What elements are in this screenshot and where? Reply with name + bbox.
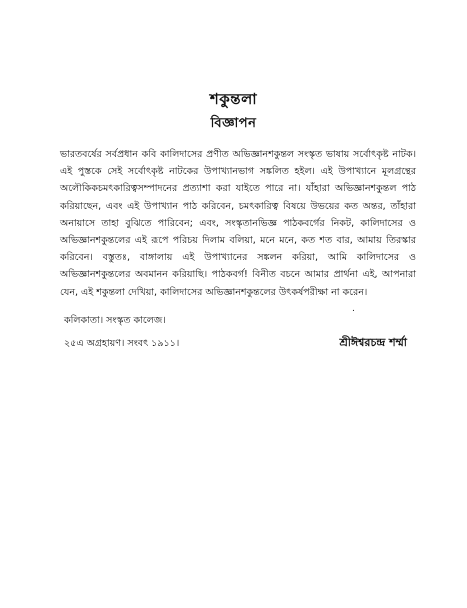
document-title: শকুন্তলা (209, 90, 258, 108)
place-line: কলিকাতা। সংস্কৃত কালেজ। (64, 315, 166, 326)
separator-dot: . (352, 304, 355, 314)
date-line: ২৫এ অগ্রহায়ণ। সংবৎ ১৯১১। (64, 338, 180, 349)
preface-paragraph: ভারতবর্ষের সর্বপ্রধান কবি কালিদাসের প্রণীত অভিজ্ঞানশকুন্তল সংস্কৃত ভাষায় সর্বোৎকৃষ্ট নাটক। এই পুস্তকে সেই সর্বোৎকৃষ্ট নাটকের উপাখ্যানভাগ সঙ্কলিত হইল। এই উপাখ্যানে মূলগ্রন্থের অলৌকিকচমৎকারিত্বসম্পাদনের প্রত্যাশা করা যাইতে পারে না। যাঁহারা অভিজ্ঞানশকুন্তল পাঠ করিয়াছেন, এবং এই উপাখ্যান পাঠ করিবেন, চমৎকারিত্ব বিষয়ে উভয়ের কত অন্তর, তাঁহারা অনায়াসে তাহা বুঝিতে পারিবেন; এবং, সংস্কৃতানভিজ্ঞ পাঠকবর্গের নিকট, কালিদাসের ও অভিজ্ঞানশকুন্তলের এই রূপে পরিচয় দিলাম বলিয়া, মনে মনে, কত শত বার, আমায় তিরস্কার করিবেন। বস্তুতঃ, বাঙ্গালায় এই উপাখ্যানের সঙ্কলন করিয়া, আমি কালিদাসের ও অভিজ্ঞানশকুন্তলের অবমানন করিয়াছি। পাঠকবর্গ! বিনীত বচনে আমার প্রার্থনা এই, আপনারা যেন, এই শকুন্তলা দেখিয়া, কালিদাসের অভিজ্ঞানশকুন্তলের উৎকর্ষপরীক্ষা না করেন। (60, 149, 416, 298)
author-signature: শ্রীঈশ্বরচন্দ্র শর্ম্মা (339, 336, 407, 349)
document-subtitle: বিজ্ঞাপন (210, 116, 257, 131)
